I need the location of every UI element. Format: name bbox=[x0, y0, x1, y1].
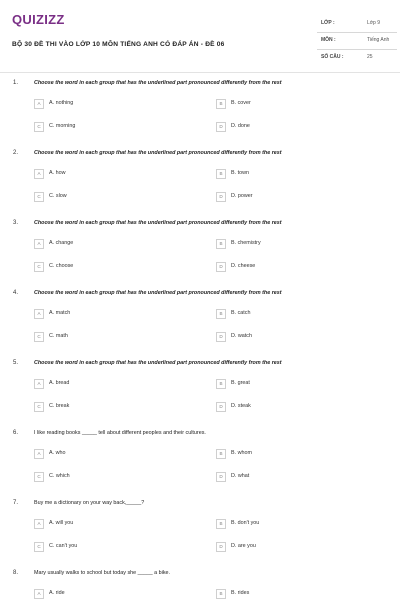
question-text: I like reading books _____ tell about different peoples and their cultures. bbox=[34, 430, 206, 436]
option-text: A. match bbox=[49, 310, 71, 316]
option-letter-box: B bbox=[216, 99, 226, 109]
option-letter-box: C bbox=[34, 332, 44, 342]
option-text: C. which bbox=[49, 473, 70, 479]
question-number: 5. bbox=[13, 360, 19, 366]
option-text: D. are you bbox=[231, 543, 256, 549]
option-letter-box: B bbox=[216, 519, 226, 529]
option-letter-box: C bbox=[34, 542, 44, 552]
question-number: 3. bbox=[13, 220, 19, 226]
option-text: D. watch bbox=[231, 333, 252, 339]
worksheet-title: BỘ 30 ĐỀ THI VÀO LỚP 10 MÔN TIẾNG ANH CÓ ĐÁP ÁN - ĐỀ 06 bbox=[12, 41, 225, 48]
header bbox=[12, 10, 388, 72]
meta-row-subject bbox=[317, 33, 397, 50]
option-letter-box: C bbox=[34, 122, 44, 132]
quizizz-logo: QUIZIZZ bbox=[12, 12, 65, 27]
option-text: C. morning bbox=[49, 123, 76, 129]
option-letter-box: C bbox=[34, 402, 44, 412]
option-letter-box: B bbox=[216, 449, 226, 459]
option-letter-box: A bbox=[34, 309, 44, 319]
option-text: A. will you bbox=[49, 520, 74, 526]
meta-label: SỐ CÂU : bbox=[321, 54, 344, 60]
option-letter-box: B bbox=[216, 239, 226, 249]
option-text: C. math bbox=[49, 333, 68, 339]
option-text: A. bread bbox=[49, 380, 70, 386]
question-number: 4. bbox=[13, 290, 19, 296]
option-text: D. steak bbox=[231, 403, 251, 409]
option-letter-box: D bbox=[216, 472, 226, 482]
option-text: C. can't you bbox=[49, 543, 78, 549]
option-text: D. cheese bbox=[231, 263, 256, 269]
meta-value: Tiếng Anh bbox=[367, 37, 390, 43]
meta-value: Lớp 9 bbox=[367, 20, 381, 26]
option-text: B. town bbox=[231, 170, 249, 176]
question-text: Choose the word in each group that has the underlined part pronounced differently from the rest bbox=[34, 290, 282, 296]
option-text: B. cover bbox=[231, 100, 251, 106]
option-text: A. nothing bbox=[49, 100, 74, 106]
option-text: B. catch bbox=[231, 310, 251, 316]
option-letter-box: C bbox=[34, 192, 44, 202]
option-text: B. whom bbox=[231, 450, 252, 456]
option-text: A. how bbox=[49, 170, 66, 176]
option-letter-box: D bbox=[216, 332, 226, 342]
option-letter-box: A bbox=[34, 379, 44, 389]
option-letter-box: D bbox=[216, 262, 226, 272]
option-letter-box: C bbox=[34, 262, 44, 272]
meta-table bbox=[317, 16, 397, 66]
question-text: Mary usually walks to school but today she _____ a bike. bbox=[34, 570, 171, 576]
question-text: Choose the word in each group that has the underlined part pronounced differently from the rest bbox=[34, 360, 282, 366]
option-text: B. don't you bbox=[231, 520, 260, 526]
option-text: A. who bbox=[49, 450, 66, 456]
option-letter-box: A bbox=[34, 589, 44, 599]
option-letter-box: A bbox=[34, 169, 44, 179]
option-letter-box: D bbox=[216, 122, 226, 132]
meta-label: MÔN : bbox=[321, 37, 336, 43]
option-text: B. great bbox=[231, 380, 250, 386]
question-text: Choose the word in each group that has the underlined part pronounced differently from the rest bbox=[34, 220, 282, 226]
meta-row-grade bbox=[317, 16, 397, 33]
option-letter-box: A bbox=[34, 519, 44, 529]
option-letter-box: C bbox=[34, 472, 44, 482]
option-text: A. ride bbox=[49, 590, 65, 596]
option-letter-box: B bbox=[216, 169, 226, 179]
meta-value: 25 bbox=[367, 54, 373, 60]
meta-label: LỚP : bbox=[321, 20, 335, 26]
option-text: D. power bbox=[231, 193, 253, 199]
question-number: 1. bbox=[13, 80, 19, 86]
option-letter-box: D bbox=[216, 542, 226, 552]
option-text: A. change bbox=[49, 240, 74, 246]
option-text: D. what bbox=[231, 473, 250, 479]
option-text: D. done bbox=[231, 123, 250, 129]
option-text: C. choose bbox=[49, 263, 74, 269]
option-letter-box: A bbox=[34, 239, 44, 249]
option-letter-box: D bbox=[216, 402, 226, 412]
option-text: B. rides bbox=[231, 590, 250, 596]
header-divider bbox=[0, 72, 400, 73]
option-letter-box: B bbox=[216, 589, 226, 599]
meta-row-count bbox=[317, 50, 397, 66]
question-text: Buy me a dictionary on your way back,_____? bbox=[34, 500, 145, 506]
option-letter-box: D bbox=[216, 192, 226, 202]
question-number: 6. bbox=[13, 430, 19, 436]
question-number: 7. bbox=[13, 500, 19, 506]
option-letter-box: B bbox=[216, 379, 226, 389]
question-number: 2. bbox=[13, 150, 19, 156]
option-text: C. slow bbox=[49, 193, 67, 199]
question-text: Choose the word in each group that has the underlined part pronounced differently from the rest bbox=[34, 150, 282, 156]
option-letter-box: B bbox=[216, 309, 226, 319]
option-letter-box: A bbox=[34, 449, 44, 459]
option-letter-box: A bbox=[34, 99, 44, 109]
option-text: B. chemistry bbox=[231, 240, 261, 246]
question-number: 8. bbox=[13, 570, 19, 576]
option-text: C. break bbox=[49, 403, 70, 409]
question-text: Choose the word in each group that has the underlined part pronounced differently from the rest bbox=[34, 80, 282, 86]
